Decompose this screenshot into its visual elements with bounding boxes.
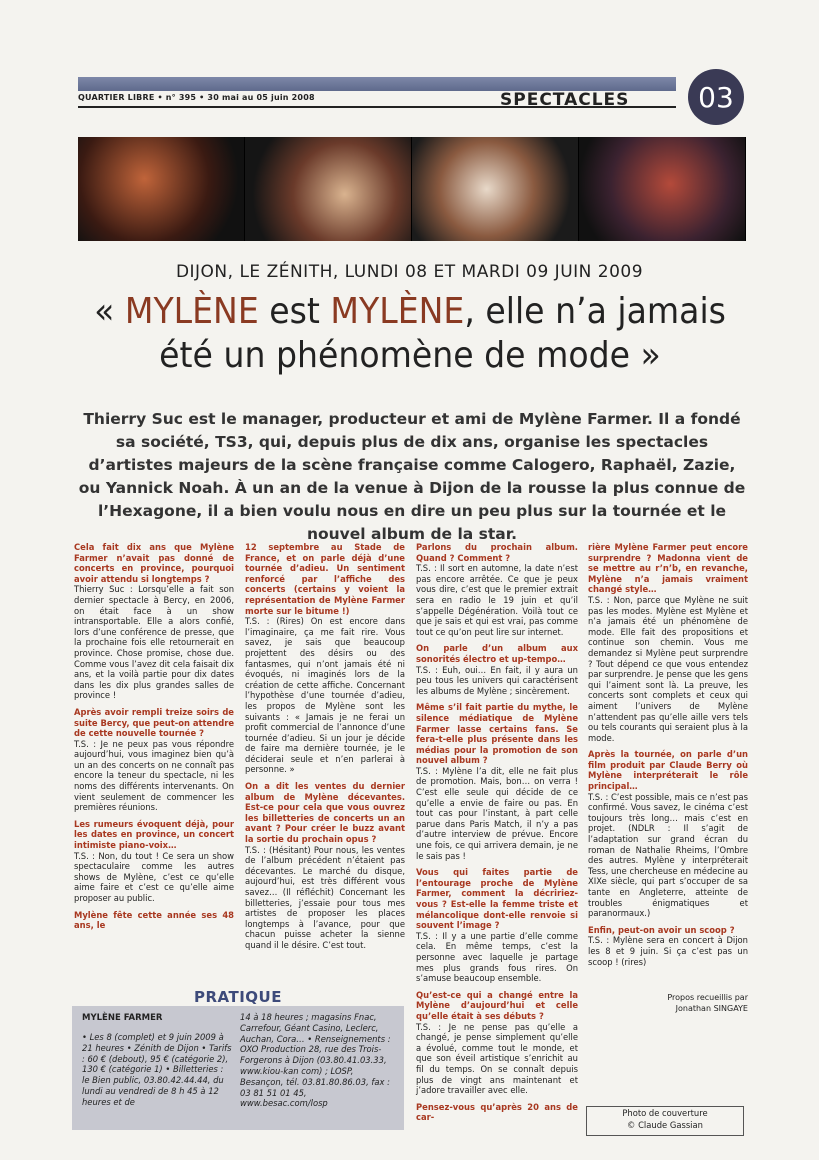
question: Cela fait dix ans que Mylène Farmer n’avait pas donné de concerts en province, pourquoi avoir attendu si longtemps ?: [74, 542, 234, 584]
question: Enfin, peut-on avoir un scoop ?: [588, 924, 735, 935]
pratique-details-1: • Les 8 (complet) et 9 juin 2009 à 21 heures • Zénith de Dijon • Tarifs : 60 € (debout), 95 € (catégorie 2), 130 € (catégorie 1) • Billetteries : le Bien public, 03.80.42.44.44, du lundi au vendredi de 8 h 45 à 12 heures et de: [82, 1032, 232, 1107]
question: On a dit les ventes du dernier album de Mylène décevantes. Est-ce pour cela que vous ouvrez les billetteries de concerts un an avant ? Pour créer le buzz avant la sortie du prochain opus ?: [245, 781, 405, 845]
masthead-bar: [78, 77, 676, 91]
question: Après avoir rempli treize soirs de suite Bercy, que peut-on attendre de cette nouvelle tournée ?: [74, 706, 234, 739]
headline-rest: , elle n’a jamais été un phénomène de mode »: [159, 291, 726, 376]
concert-photo-3: [412, 137, 579, 241]
photo-strip: [78, 137, 746, 241]
answer: T.S. : Mylène l’a dit, elle ne fait plus de promotion. Mais, bon… on verra ! C’est elle seule qui décide de ce qu’elle a envie de faire ou pas. En tout cas pour l’instant, à part celle parue dans Paris Match, il n’y a pas d’autre interview de prévue. Encore une fois, ce qui arrivera demain, je ne le sais pas !: [416, 765, 578, 861]
answer: T.S. : Je ne peux pas vous répondre aujourd’hui, vous imaginez bien qu’à un an des concerts on ne connaît pas encore la teneur du spectacle, ni les noms des différents intervenants. On vient seulement de commencer les premières réunions.: [74, 738, 234, 813]
answer: T.S. : (Hésitant) Pour nous, les ventes de l’album précédent n’étaient pas décevantes. Le marché du disque, aujourd’hui, est très différent vous savez… (Il réfléchit) Concernant les billetteries, j’essaie pour tous mes artistes de proposer les places longtemps à l’avance, pour que chacun puisse acheter la sienne quand il le désire. C’est tout.: [245, 844, 405, 950]
cover-photo-credit: [586, 1106, 744, 1136]
article-column-2: [245, 542, 405, 957]
page-number-badge: 03: [688, 69, 744, 125]
answer: T.S. : Il y a une partie d’elle comme cela. En même temps, c’est la personne avec laquelle je partage mes plus grands fous rires. On s’amuse beaucoup ensemble.: [416, 930, 578, 984]
article-column-4: [588, 542, 748, 973]
answer: T.S. : Mylène sera en concert à Dijon les 8 et 9 juin. Si ça c’est pas un scoop ! (rires): [588, 935, 748, 967]
concert-photo-4: [579, 137, 746, 241]
question: rière Mylène Farmer peut encore surprendre ? Madonna vient de se mettre au r’n’b, en revanche, Mylène n’a jamais vraiment changé style…: [588, 542, 748, 595]
answer: T.S. : Non, du tout ! Ce sera un show spectaculaire comme les autres shows de Mylène, c’est ce qu’elle aime faire et c’est ce qu’elle aime proposer au public.: [74, 850, 234, 903]
signature-line-1: Propos recueillis par: [667, 993, 748, 1002]
question: On parle d’un album aux sonorités électro et up-tempo…: [416, 643, 578, 664]
question: Même s’il fait partie du mythe, le silence médiatique de Mylène Farmer lasse certains fans. Se fera-t-elle plus présente dans les médias pour la promotion de son nouvel album ?: [416, 702, 578, 766]
article-headline: [88, 290, 732, 378]
headline-mid: est: [258, 291, 331, 332]
credit-line-2: © Claude Gassian: [627, 1120, 703, 1130]
pratique-artist: MYLÈNE FARMER: [82, 1013, 163, 1023]
headline-open: «: [94, 291, 125, 332]
concert-photo-2: [245, 137, 412, 241]
pratique-title: PRATIQUE: [194, 988, 282, 1006]
answer: T.S. : Je ne pense pas qu’elle a changé, je pense simplement qu’elle a évolué, comme tout le monde, et que son éveil artistique s’enrichit au fil du temps. On se connaît depuis plus de vingt ans maintenant et j’adore travailler avec elle.: [416, 1021, 578, 1096]
headline-name-2: MYLÈNE: [330, 291, 465, 332]
question: Parlons du prochain album. Quand ? Comment ?: [416, 542, 578, 563]
answer: T.S. : Il sort en automne, la date n’est pas encore arrêtée. Ce que je peux vous dire, c’est que le premier extrait sera en radio le 19 juin et qu’il s’appelle Dégénération. Voilà tout ce que je sais et qui est vrai, pas comme tout ce qu’on peut lire sur internet.: [416, 563, 578, 637]
credit-line-1: Photo de couverture: [622, 1108, 708, 1118]
question: 12 septembre au Stade de France, et on parle déjà d’une tournée d’adieu. Un sentiment renforcé par l’affiche des concerts (certains y voient la représentation de Mylène Farmer morte sur le bitume !): [245, 542, 405, 616]
question: Vous qui faites partie de l’entourage proche de Mylène Farmer, comment la décririez-vous ? Est-elle la femme triste et mélancolique dont-elle renvoie si souvent l’image ?: [416, 867, 578, 931]
masthead-info: QUARTIER LIBRE • n° 395 • 30 mai au 05 juin 2008: [78, 93, 315, 102]
article-signature: [588, 992, 748, 1014]
question: Les rumeurs évoquent déjà, pour les dates en province, un concert intimiste piano-voix…: [74, 818, 234, 851]
question: Mylène fête cette année ses 48 ans, le: [74, 909, 234, 931]
concert-photo-1: [78, 137, 245, 241]
question: Après la tournée, on parle d’un film produit par Claude Berry où Mylène interpréterait le rôle principal…: [588, 749, 748, 792]
headline-name-1: MYLÈNE: [124, 291, 259, 332]
question: Pensez-vous qu’après 20 ans de car-: [416, 1101, 578, 1123]
answer: T.S. : Non, parce que Mylène ne suit pas les modes. Mylène est Mylène et n’a jamais été un phénomène de mode. Elle fait des propositions et continue son chemin. Vous me demandez si Mylène peut surprendre ? Tout dépend ce que vous entendez par surprendre. Je pense que les gens qui l’aiment sont là. La preuve, les concerts sont complets et ceux qui aiment l’univers de Mylène n’attendent pas qu’elle aille vers tels ou tels courants qui seraient plus à la mode.: [588, 594, 748, 743]
pratique-details-2: 14 à 18 heures ; magasins Fnac, Carrefour, Géant Casino, Leclerc, Auchan, Cora… • Renseignements : OXO Production 28, rue des Trois-Forgerons à Dijon (03.80.41.03.33, www.kiou-kan com) ; LOSP, Besançon, tél. 03.81.80.86.03, fax : 03 81 51 01 45, www.besac.com/losp: [240, 1012, 391, 1109]
section-title: SPECTACLES: [500, 90, 630, 110]
question: Qu’est-ce qui a changé entre la Mylène d’aujourd’hui et celle qu’elle était à ses débuts ?: [416, 989, 578, 1021]
answer: T.S. : C’est possible, mais ce n’est pas confirmé. Vous savez, le cinéma c’est toujours très long… mais c’est en projet. (NDLR : Il s’agit de l’adaptation sur grand écran du roman de Nathalie Rheims, l’Ombre des autres. Mylène y interpréterait Tess, une chercheuse en médecine au XIXe siècle, qui part s’occuper de sa tante en Angleterre, atteinte de troubles énigmatiques et paranormaux.): [588, 791, 748, 919]
answer: T.S. : (Rires) On est encore dans l’imaginaire, ça me fait rire. Vous savez, je sais que beaucoup projettent des désirs ou des fantasmes, qui n’ont jamais été ni évoqués, ni imaginés lors de la création de cette affiche. Concernant l’hypothèse d’une tournée d’adieu, les propos de Mylène sont les suivants : « Jamais je ne ferai un profit commercial de l’annonce d’une tournée d’adieu. Si un jour je décide de faire ma dernière tournée, je le déciderai seule et n’en parlerai à personne. »: [245, 616, 405, 775]
article-column-3: [416, 542, 578, 1129]
signature-author: Jonathan SINGAYE: [675, 1004, 748, 1013]
article-kicker: DIJON, LE ZÉNITH, LUNDI 08 ET MARDI 09 JUIN 2009: [175, 262, 644, 282]
answer: T.S. : Euh, oui… En fait, il y aura un peu tous les univers qui caractérisent les albums de Mylène ; sincèrement.: [416, 664, 578, 696]
answer: Thierry Suc : Lorsqu’elle a fait son dernier spectacle à Bercy, en 2006, on était face à un show intransportable. Elle a alors confié, lors d’une conférence de presse, que la prochaine fois elle retournerait en province. Chose promise, chose due. Comme vous l’avez dit cela faisait dix ans, et la voilà partie pour dix dates dans les dix plus grandes salles de province !: [74, 584, 234, 701]
article-column-1: [74, 542, 234, 937]
article-lede: Thierry Suc est le manager, producteur et ami de Mylène Farmer. Il a fondé sa société, TS3, qui, depuis plus de dix ans, organise les spectacles d’artistes majeurs de la scène française comme Calogero, Raphaël, Zazie, ou Yannick Noah. À un an de la venue à Dijon de la rousse la plus connue de l’Hexagone, il a bien voulu nous en dire un peu plus sur la tournée et le nouvel album de la star.: [78, 410, 746, 543]
